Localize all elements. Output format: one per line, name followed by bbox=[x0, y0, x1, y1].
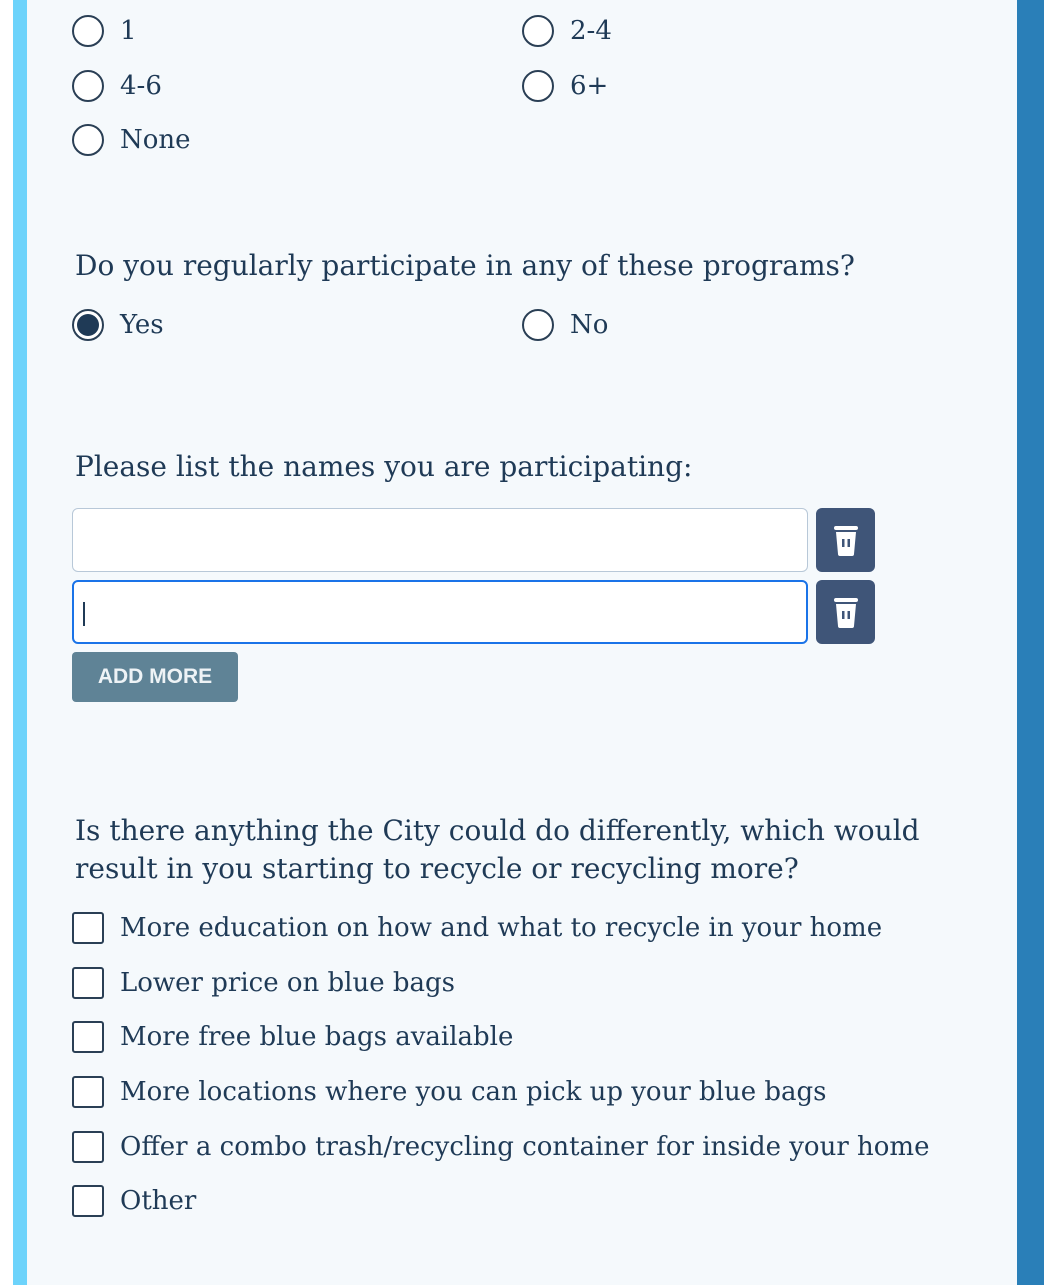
radio-option-none[interactable] bbox=[72, 124, 191, 156]
question-names: Please list the names you are participating: bbox=[75, 450, 693, 483]
radio-button[interactable] bbox=[522, 70, 554, 102]
option-label: Yes bbox=[120, 310, 164, 340]
delete-button-1[interactable] bbox=[816, 508, 875, 572]
option-label: No bbox=[570, 310, 609, 340]
text-caret bbox=[83, 602, 85, 626]
delete-button-2[interactable] bbox=[816, 580, 875, 644]
option-label: More education on how and what to recycle in your home bbox=[120, 913, 883, 943]
option-label: 2-4 bbox=[570, 16, 612, 46]
option-label: 6+ bbox=[570, 71, 609, 101]
radio-button[interactable] bbox=[72, 124, 104, 156]
radio-option-2-4[interactable] bbox=[522, 15, 612, 47]
trash-icon bbox=[833, 524, 859, 556]
checkbox[interactable] bbox=[72, 912, 104, 944]
program-name-input-1[interactable] bbox=[72, 508, 808, 572]
checkbox-option-free-bags[interactable] bbox=[72, 1021, 513, 1053]
radio-option-no[interactable] bbox=[522, 309, 608, 341]
question-city: Is there anything the City could do differently, which would result in you starting to recycle or recycling more? bbox=[75, 814, 920, 885]
radio-button[interactable] bbox=[72, 70, 104, 102]
radio-option-yes[interactable] bbox=[72, 309, 164, 341]
radio-button[interactable] bbox=[522, 309, 554, 341]
checkbox-option-lower-price[interactable] bbox=[72, 967, 455, 999]
checkbox[interactable] bbox=[72, 1076, 104, 1108]
checkbox-option-other[interactable] bbox=[72, 1185, 196, 1217]
option-label: Lower price on blue bags bbox=[120, 968, 456, 998]
option-label: 1 bbox=[120, 16, 137, 46]
radio-button[interactable] bbox=[72, 15, 104, 47]
trash-icon bbox=[833, 596, 859, 628]
option-label: 4-6 bbox=[120, 71, 162, 101]
option-label: Offer a combo trash/recycling container for inside your home bbox=[120, 1132, 930, 1162]
checkbox-option-combo-container[interactable] bbox=[72, 1131, 929, 1163]
option-label: None bbox=[120, 125, 191, 155]
question-participate: Do you regularly participate in any of these programs? bbox=[75, 249, 855, 282]
checkbox[interactable] bbox=[72, 1131, 104, 1163]
radio-button-selected[interactable] bbox=[72, 309, 104, 341]
checkbox[interactable] bbox=[72, 967, 104, 999]
add-more-button[interactable]: ADD MORE bbox=[72, 652, 238, 702]
option-label: More free blue bags available bbox=[120, 1022, 514, 1052]
program-name-input-2[interactable] bbox=[72, 580, 808, 644]
radio-option-4-6[interactable] bbox=[72, 70, 162, 102]
radio-option-1[interactable] bbox=[72, 15, 137, 47]
radio-button[interactable] bbox=[522, 15, 554, 47]
option-label: More locations where you can pick up your blue bags bbox=[120, 1077, 827, 1107]
checkbox[interactable] bbox=[72, 1021, 104, 1053]
option-label: Other bbox=[120, 1186, 197, 1216]
checkbox-option-locations[interactable] bbox=[72, 1076, 827, 1108]
left-accent-bar bbox=[13, 0, 27, 1285]
checkbox[interactable] bbox=[72, 1185, 104, 1217]
radio-option-6-plus[interactable] bbox=[522, 70, 608, 102]
right-accent-bar bbox=[1017, 0, 1044, 1285]
checkbox-option-education[interactable] bbox=[72, 912, 882, 944]
